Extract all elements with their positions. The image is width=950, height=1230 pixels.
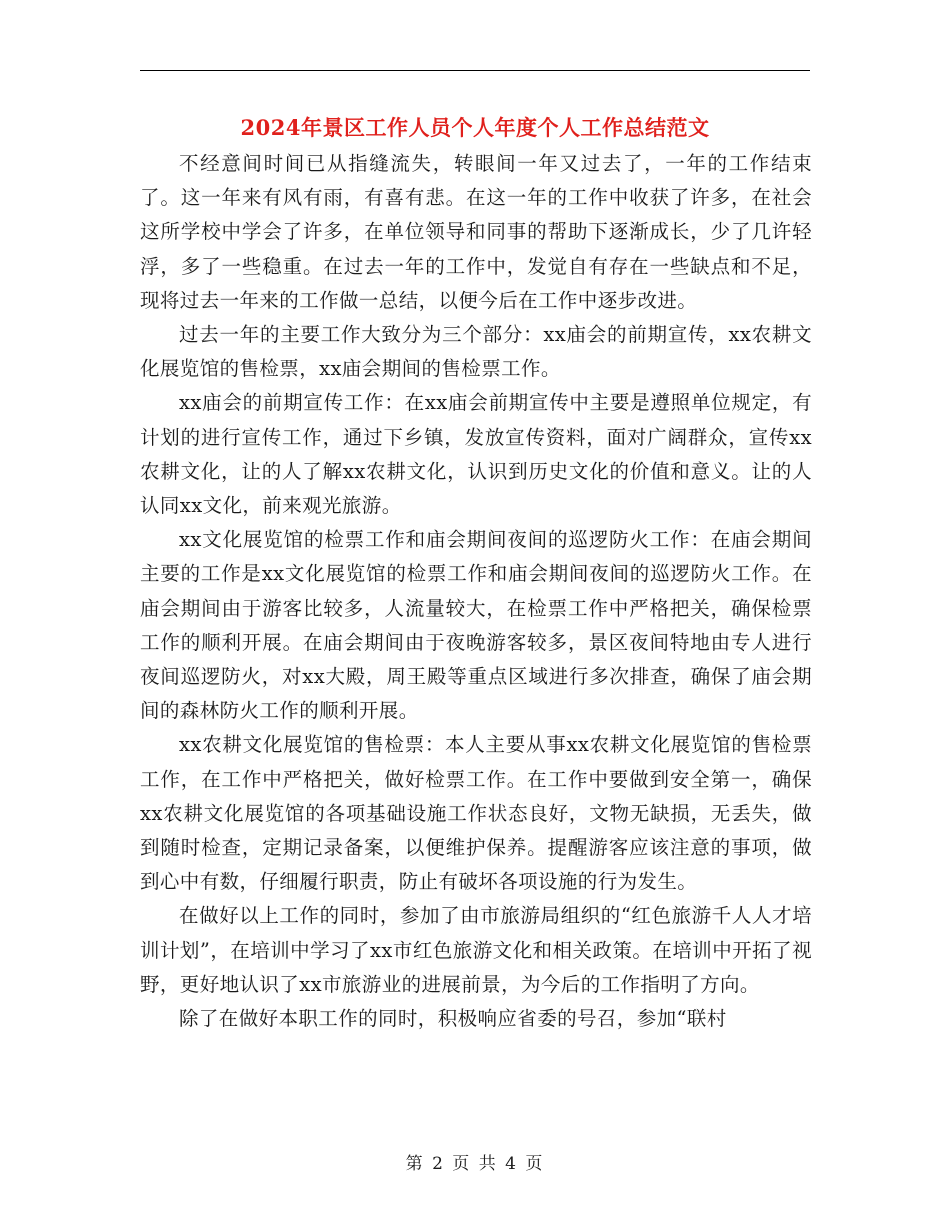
paragraph-overview: 过去一年的主要工作大致分为三个部分：xx庙会的前期宣传，xx农耕文化展览馆的售检票，xx庙会期间的售检票工作。	[140, 323, 812, 381]
paragraph-continued: 除了在做好本职工作的同时，积极响应省委的号召，参加“联村	[179, 1007, 727, 1031]
paragraph-intro: 不经意间时间已从指缝流失，转眼间一年又过去了，一年的工作结束了。这一年来有风有雨，有喜有悲。在这一年的工作中收获了许多，在社会这所学校中学会了许多，在单位领导和同事的帮助下逐渐成长，少了几许轻浮，多了一些稳重。在过去一年的工作中，发觉自有存在一些缺点和不足，现将过去一年来的工作做一总结，以便今后在工作中逐步改进。	[140, 152, 812, 312]
document-body	[140, 147, 812, 1036]
paragraph-training: 在做好以上工作的同时，参加了由市旅游局组织的“红色旅游千人人才培训计划”，在培训中学习了xx市红色旅游文化和相关政策。在培训中开拓了视野，更好地认识了xx市旅游业的进展前景，为今后的工作指明了方向。	[140, 904, 812, 996]
paragraph-patrol: xx文化展览馆的检票工作和庙会期间夜间的巡逻防火工作：在庙会期间主要的工作是xx文化展览馆的检票工作和庙会期间夜间的巡逻防火工作。在庙会期间由于游客比较多，人流量较大，在检票工作中严格把关，确保检票工作的顺利开展。在庙会期间由于夜晚游客较多，景区夜间特地由专人进行夜间巡逻防火，对xx大殿，周王殿等重点区域进行多次排查，确保了庙会期间的森林防火工作的顺利开展。	[140, 528, 812, 723]
paragraph-publicity: xx庙会的前期宣传工作：在xx庙会前期宣传中主要是遵照单位规定，有计划的进行宣传工作，通过下乡镇，发放宣传资料，面对广阔群众，宣传xx农耕文化，让的人了解xx农耕文化，认识到历史文化的价值和意义。让的人认同xx文化，前来观光旅游。	[140, 391, 812, 518]
page-number-footer: 第 2 页 共 4 页	[405, 1154, 545, 1174]
header-rule	[140, 70, 810, 71]
document-title: 2024年景区工作人员个人年度个人工作总结范文	[240, 115, 710, 140]
paragraph-ticketing: xx农耕文化展览馆的售检票：本人主要从事xx农耕文化展览馆的售检票工作，在工作中严格把关，做好检票工作。在工作中要做到安全第一，确保xx农耕文化展览馆的各项基础设施工作状态良好，文物无缺损，无丢失，做到随时检查，定期记录备案，以便维护保养。提醒游客应该注意的事项，做到心中有数，仔细履行职责，防止有破坏各项设施的行为发生。	[140, 733, 812, 894]
